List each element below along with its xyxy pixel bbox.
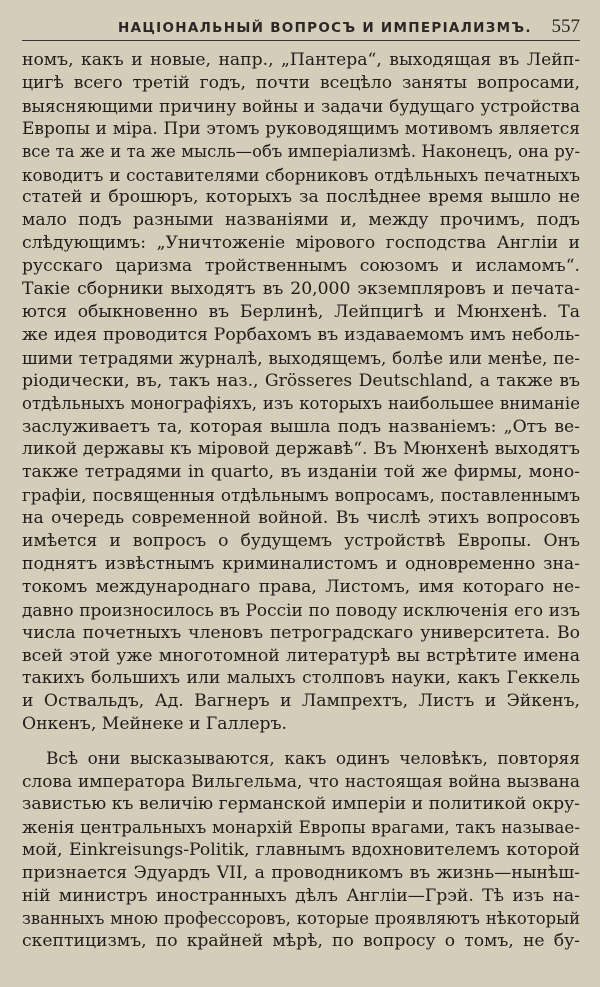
text-line: токомъ международнаго права, Листомъ, имя котораго не- bbox=[22, 576, 580, 597]
text-line: такихъ большихъ или малыхъ столповъ науки, какъ Геккель bbox=[22, 668, 580, 689]
text-line: же идея проводится Рорбахомъ въ издаваемомъ имъ неболь- bbox=[22, 324, 580, 345]
text-line: Такіе сборники выходятъ въ 20,000 экземпляровъ и печата- bbox=[22, 279, 580, 300]
text-line: ріодически, въ, такъ наз., Grösseres Deutschland, а также въ bbox=[22, 370, 580, 391]
text-line: числа почетныхъ членовъ петроградскаго университета. Во bbox=[22, 622, 580, 643]
text-line: званныхъ мною профессоровъ, которые проявляютъ нѣкоторый bbox=[22, 908, 580, 928]
text-line: женія центральныхъ монархій Европы врагами, такъ называе- bbox=[22, 816, 580, 837]
text-line: скептицизмъ, по крайней мѣрѣ, по вопросу о томъ, не бу- bbox=[22, 931, 580, 952]
text-line: и Оствальдъ, Ад. Вагнеръ и Лампрехтъ, Листъ и Эйкенъ, bbox=[22, 691, 580, 712]
text-line: отдѣльныхъ монографіяхъ, изъ которыхъ наибольшее вниманіе bbox=[22, 393, 580, 413]
text-line: ются обыкновенно въ Берлинѣ, Лейпцигѣ и Мюнхенѣ. Та bbox=[22, 301, 580, 322]
paragraph-1 bbox=[22, 49, 580, 736]
text-line: заслуживаетъ та, которая вышла подъ названіемъ: „Отъ ве- bbox=[22, 416, 580, 437]
text-line: поднятъ извѣстнымъ криминалистомъ и одновременно зна- bbox=[22, 553, 580, 574]
text-line: статей и брошюръ, которыхъ за послѣднее время вышло не bbox=[22, 187, 580, 208]
text-line: Всѣ они высказываются, какъ одинъ человѣкъ, повторяя bbox=[46, 748, 580, 769]
text-line: шими тетрадями журналѣ, выходящемъ, болѣе или менѣе, пе- bbox=[22, 347, 580, 368]
text-line: Онкенъ, Мейнеке и Галлеръ. bbox=[22, 714, 287, 735]
text-line: все та же и та же мысль—объ имперіализмѣ. Наконецъ, она ру- bbox=[22, 141, 580, 161]
text-line: ликой державы къ міровой державѣ“. Въ Мюнхенѣ выходятъ bbox=[22, 439, 580, 460]
body-text bbox=[22, 49, 580, 953]
text-line: графіи, посвященныя отдѣльнымъ вопросамъ, поставленнымъ bbox=[22, 485, 580, 506]
running-title: НАЦІОНАЛЬНЫЙ ВОПРОСЪ И ИМПЕРІАЛИЗМЪ. bbox=[118, 20, 532, 36]
text-line: имѣется и вопросъ о будущемъ устройствѣ Европы. Онъ bbox=[22, 531, 580, 552]
text-line: номъ, какъ и новые, напр., „Пантера“, выходящая въ Лейп- bbox=[22, 50, 580, 70]
text-line: всей этой уже многотомной литературѣ вы встрѣтите имена bbox=[22, 645, 580, 666]
text-line: на очередь современной войной. Въ числѣ этихъ вопросовъ bbox=[22, 508, 580, 529]
text-line: ководитъ и составителями сборниковъ отдѣльныхъ печатныхъ bbox=[22, 164, 580, 185]
paragraph-2 bbox=[22, 747, 580, 953]
text-line: ній министръ иностранныхъ дѣлъ Англіи—Грэй. Тѣ изъ на- bbox=[22, 885, 580, 906]
text-line: Европы и міра. При этомъ руководящимъ мотивомъ является bbox=[22, 118, 580, 139]
text-line: завистью къ величію германской имперіи и политикой окру- bbox=[22, 794, 580, 814]
page-number: 557 bbox=[551, 16, 580, 37]
running-header bbox=[22, 12, 580, 41]
text-line: слова императора Вильгельма, что настоящая война вызвана bbox=[22, 771, 580, 792]
text-line: давно произносилось въ Россіи по поводу исключенія его изъ bbox=[22, 599, 580, 620]
text-line: русскаго царизма тройственнымъ союзомъ и исламомъ“. bbox=[22, 256, 580, 277]
text-line: признается Эдуардъ VII, а проводникомъ въ жизнь—нынѣш- bbox=[22, 862, 580, 883]
text-line: также тетрадями in quarto, въ изданіи той же фирмы, моно- bbox=[22, 462, 580, 483]
text-line: мой, Einkreisungs-Politik, главнымъ вдохновителемъ которой bbox=[22, 839, 580, 860]
text-line: мало подъ разными названіями и, между прочимъ, подъ bbox=[22, 210, 580, 231]
text-line: выясняющими причину войны и задачи будущаго устройства bbox=[22, 95, 580, 116]
text-line: цигѣ всего третій годъ, почти всецѣло заняты вопросами, bbox=[22, 72, 580, 93]
text-line: слѣдующимъ: „Уничтоженіе мірового господства Англіи и bbox=[22, 233, 580, 254]
